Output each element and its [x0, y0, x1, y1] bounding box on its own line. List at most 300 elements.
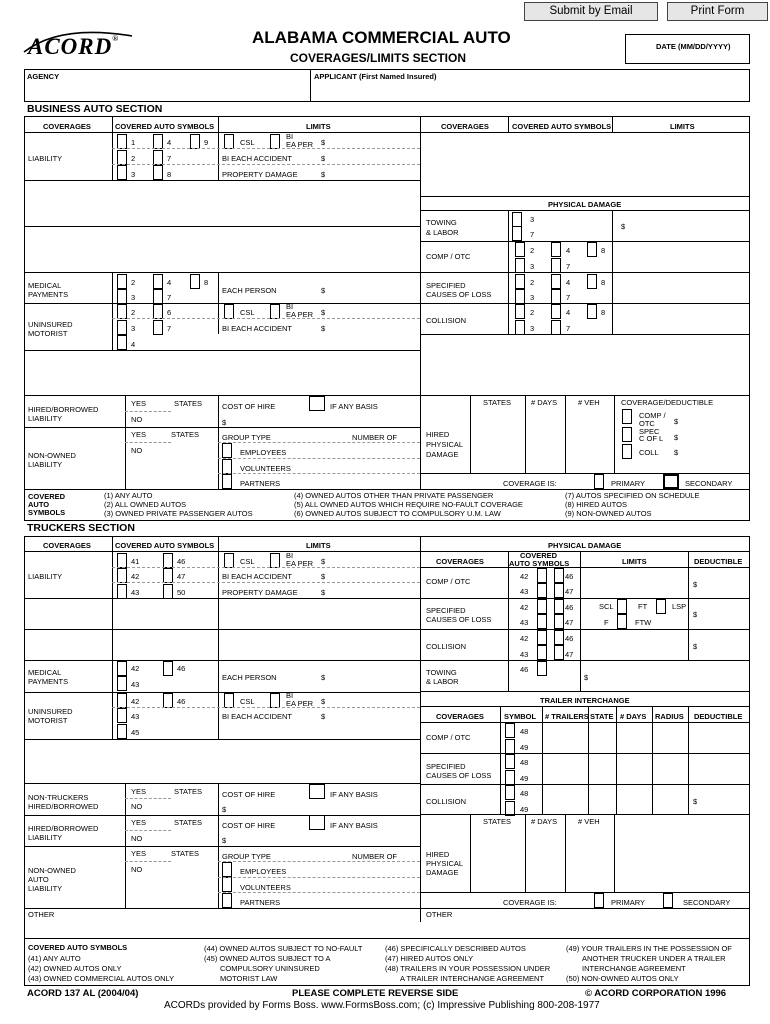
ti-days-header: # DAYS [620, 712, 647, 721]
tr-physical-damage-header: PHYSICAL DAMAGE [548, 541, 622, 550]
checkbox[interactable] [594, 474, 604, 489]
sym: 46 [565, 572, 574, 581]
sym: 7 [566, 293, 571, 302]
sym: 49 [520, 805, 529, 814]
sym: 48 [520, 727, 529, 736]
hired-physical-damage-label: HIRED [426, 850, 450, 859]
days-label: # DAYS [531, 817, 558, 826]
no-label: NO [131, 802, 143, 811]
checkbox[interactable] [163, 661, 173, 676]
checkbox[interactable] [222, 862, 232, 877]
tr-pd-coverages-header: COVERAGES [436, 557, 484, 566]
dollar: $ [321, 138, 326, 147]
sym: 47 [565, 587, 574, 596]
sym: 4 [131, 340, 136, 349]
checkbox[interactable] [505, 754, 515, 769]
ti-trailers-header: # TRAILERS [545, 712, 589, 721]
sym: 49 [520, 774, 529, 783]
checkbox[interactable] [551, 304, 561, 319]
checkbox[interactable] [537, 568, 547, 583]
sym: 8 [601, 246, 606, 255]
checkbox[interactable] [505, 770, 515, 785]
checkbox[interactable] [587, 242, 597, 257]
dollar: $ [321, 588, 326, 597]
symbol-legend: (7) AUTOS SPECIFIED ON SCHEDULE [565, 491, 700, 500]
dollar: $ [321, 697, 326, 706]
other-label: OTHER [28, 910, 55, 919]
symbol-legend: (41) ANY AUTO [28, 954, 81, 963]
specified-label: CAUSES OF LOSS [426, 615, 492, 624]
checkbox[interactable] [515, 258, 525, 273]
collision-label: COLLISION [426, 316, 467, 325]
uninsured-label: MOTORIST [28, 329, 68, 338]
dollar: $ [584, 673, 589, 682]
acord-swoosh [20, 30, 135, 70]
sym: 7 [167, 324, 172, 333]
checkbox[interactable] [117, 150, 127, 165]
checkbox[interactable] [224, 304, 234, 319]
form-title: ALABAMA COMMERCIAL AUTO [252, 28, 511, 47]
non-truckers-label: HIRED/BORROWED [28, 802, 99, 811]
spec-label: C OF L [639, 434, 664, 443]
sym: 2 [530, 278, 535, 287]
submit-by-email-button[interactable]: Submit by Email [524, 2, 658, 21]
checkbox[interactable] [153, 150, 163, 165]
checkbox[interactable] [190, 274, 200, 289]
symbol-legend: (49) YOUR TRAILERS IN THE POSSESSION OF [566, 944, 732, 953]
symbol-legend: (43) OWNED COMMERCIAL AUTOS ONLY [28, 974, 175, 983]
checkbox[interactable] [117, 553, 127, 568]
symbol-legend: MOTORIST LAW [220, 974, 278, 983]
yes-label: YES [131, 849, 147, 858]
tr-limits-header: LIMITS [306, 541, 331, 550]
bi-label: BI [286, 551, 294, 560]
no-label: NO [131, 834, 143, 843]
dollar: $ [693, 642, 698, 651]
dollar: $ [321, 154, 326, 163]
if-any-basis-label: IF ANY BASIS [330, 790, 378, 799]
checkbox[interactable] [222, 443, 232, 458]
checkbox[interactable] [512, 226, 522, 241]
checkbox[interactable] [153, 320, 163, 335]
yes-label: YES [131, 818, 147, 827]
symbol-legend: INTERCHANGE AGREEMENT [582, 964, 686, 973]
checkbox[interactable] [617, 599, 627, 614]
covered-auto-symbols-label: AUTO [28, 500, 50, 509]
dollar: $ [674, 433, 679, 442]
coverage-deductible-label: COVERAGE/DEDUCTIBLE [621, 398, 714, 407]
sym: 50 [177, 588, 186, 597]
sym: 42 [131, 697, 140, 706]
applicant-field[interactable]: APPLICANT (First Named Insured) [314, 72, 437, 81]
states-label: STATES [483, 817, 512, 826]
copyright: © ACORD CORPORATION 1996 [585, 988, 727, 999]
symbol-legend: (5) ALL OWNED AUTOS WHICH REQUIRE NO-FAULT COVERAGE [294, 500, 523, 509]
checkbox[interactable] [163, 553, 173, 568]
truckers-title: TRUCKERS SECTION [27, 522, 135, 534]
non-owned-label: AUTO [28, 875, 49, 884]
group-type-label: GROUP TYPE [222, 852, 271, 861]
sym: 2 [131, 154, 136, 163]
checkbox[interactable] [224, 134, 234, 149]
non-owned-label: LIABILITY [28, 884, 63, 893]
csl-label: CSL [240, 697, 255, 706]
sym: 42 [131, 664, 140, 673]
checkbox[interactable] [537, 661, 547, 676]
checkbox[interactable] [163, 584, 173, 599]
checkbox[interactable] [117, 274, 127, 289]
sym: 43 [131, 712, 140, 721]
checkbox[interactable] [515, 242, 525, 257]
checkbox[interactable] [224, 693, 234, 708]
non-truckers-label: NON-TRUCKERS [28, 793, 89, 802]
non-owned-label: NON-OWNED [28, 866, 76, 875]
sym: 2 [530, 308, 535, 317]
checkbox[interactable] [222, 474, 232, 489]
dollar: $ [321, 286, 326, 295]
symbol-legend: (46) SPECIFICALLY DESCRIBED AUTOS [385, 944, 526, 953]
sym: 41 [131, 557, 140, 566]
sym: 8 [601, 308, 606, 317]
date-label: DATE (MM/DD/YYYY) [656, 42, 731, 51]
specified-label: CAUSES OF LOSS [426, 290, 492, 299]
ba-coverages-header: COVERAGES [43, 122, 91, 131]
checkbox[interactable] [270, 553, 280, 568]
cost-of-hire-label: COST OF HIRE [222, 402, 276, 411]
checkbox[interactable] [117, 165, 127, 180]
medical-label: PAYMENTS [28, 677, 69, 686]
sym: 46 [520, 665, 529, 674]
checkbox[interactable] [505, 739, 515, 754]
checkbox[interactable] [622, 427, 632, 442]
provided-by: ACORDs provided by Forms Boss. www.FormsBoss.com; (c) Impressive Publishing 800-208-1977 [164, 1000, 600, 1011]
symbol-legend: (2) ALL OWNED AUTOS [104, 500, 187, 509]
checkbox[interactable] [663, 893, 673, 908]
form-subtitle: COVERAGES/LIMITS SECTION [290, 51, 467, 65]
checkbox[interactable] [587, 304, 597, 319]
no-label: NO [131, 446, 143, 455]
sym: 46 [177, 557, 186, 566]
ba-liability-label: LIABILITY [28, 154, 63, 163]
checkbox[interactable] [153, 274, 163, 289]
sym: 4 [167, 138, 172, 147]
ea-per-label: EA PER [286, 699, 314, 708]
specified-label: SPECIFIED [426, 606, 466, 615]
volunteers-label: VOLUNTEERS [240, 464, 291, 473]
dollar: $ [222, 836, 227, 845]
sym: 43 [520, 587, 529, 596]
checkbox[interactable] [117, 724, 127, 739]
partners-label: PARTNERS [240, 479, 281, 488]
sym: 47 [565, 618, 574, 627]
trailer-interchange-header: TRAILER INTERCHANGE [540, 696, 630, 705]
sym: 7 [566, 324, 571, 333]
sym: 4 [167, 278, 172, 287]
sym: 7 [167, 293, 172, 302]
sym: 1 [131, 138, 136, 147]
ti-state-header: STATE [590, 712, 614, 721]
checkbox[interactable] [515, 289, 525, 304]
hired-physical-damage-label: PHYSICAL [426, 440, 464, 449]
form-id: ACORD 137 AL (2004/04) [27, 988, 139, 999]
checkbox[interactable] [117, 335, 127, 350]
symbol-legend: (44) OWNED AUTOS SUBJECT TO NO-FAULT [204, 944, 363, 953]
checkbox[interactable] [515, 304, 525, 319]
checkbox[interactable] [153, 134, 163, 149]
checkbox[interactable] [554, 614, 564, 629]
checkbox[interactable] [551, 242, 561, 257]
partners-label: PARTNERS [240, 898, 281, 907]
checkbox[interactable] [554, 599, 564, 614]
sym: 2 [530, 246, 535, 255]
checkbox[interactable] [117, 568, 127, 583]
cost-of-hire-label: COST OF HIRE [222, 821, 276, 830]
checkbox[interactable] [117, 676, 127, 691]
symbol-legend: (1) ANY AUTO [104, 491, 153, 500]
ea-per-label: EA PER [286, 559, 314, 568]
checkbox[interactable] [505, 723, 515, 738]
primary-label: PRIMARY [611, 898, 646, 907]
checkbox[interactable] [537, 583, 547, 598]
ea-per-label: EA PER [286, 140, 314, 149]
sym: 7 [566, 262, 571, 271]
sym: 8 [204, 278, 209, 287]
bi-each-accident: BI EACH ACCIDENT [222, 154, 293, 163]
ftw-label: FTW [635, 618, 652, 627]
reverse-side-note: PLEASE COMPLETE REVERSE SIDE [292, 988, 459, 999]
collision-label: COLLISION [426, 797, 467, 806]
checkbox[interactable] [117, 289, 127, 304]
ea-per-label: EA PER [286, 310, 314, 319]
sym: 42 [520, 572, 529, 581]
lsp-label: LSP [672, 602, 687, 611]
towing-label: TOWING [426, 218, 457, 227]
checkbox[interactable] [656, 599, 666, 614]
towing-label: & LABOR [426, 677, 459, 686]
comp-otc-label: COMP / OTC [426, 252, 471, 261]
csl-label: CSL [240, 557, 255, 566]
symbol-legend: (45) OWNED AUTOS SUBJECT TO A [204, 954, 331, 963]
specified-label: SPECIFIED [426, 281, 466, 290]
sym: 7 [530, 230, 535, 239]
checkbox[interactable] [117, 693, 127, 708]
towing-label: TOWING [426, 668, 457, 677]
sym: 46 [177, 697, 186, 706]
checkbox[interactable] [117, 661, 127, 676]
checkbox[interactable] [512, 212, 522, 227]
checkbox[interactable] [270, 134, 280, 149]
checkbox[interactable] [505, 785, 515, 800]
checkbox[interactable] [190, 134, 200, 149]
ti-coverages-header: COVERAGES [436, 712, 484, 721]
hired-borrowed-label: LIABILITY [28, 833, 63, 842]
states-label: STATES [171, 430, 200, 439]
checkbox[interactable] [622, 409, 632, 424]
non-owned-label: NON-OWNED [28, 451, 76, 460]
ba-symbols-header: COVERED AUTO SYMBOLS [115, 122, 215, 131]
if-any-basis-label: IF ANY BASIS [330, 402, 378, 411]
dollar: $ [222, 805, 227, 814]
checkbox[interactable] [117, 304, 127, 319]
checkbox[interactable] [163, 693, 173, 708]
each-person-label: EACH PERSON [222, 286, 277, 295]
states-label: STATES [171, 849, 200, 858]
sym: 3 [530, 324, 535, 333]
checkbox[interactable] [117, 584, 127, 599]
tr-pd-symbols-header: AUTO SYMBOLS [509, 559, 570, 568]
dollar: $ [321, 557, 326, 566]
sym: 6 [167, 308, 172, 317]
checkbox[interactable] [587, 274, 597, 289]
sym: 8 [601, 278, 606, 287]
symbol-legend: (42) OWNED AUTOS ONLY [28, 964, 122, 973]
checkbox[interactable] [663, 474, 679, 489]
ba-physical-damage-header: PHYSICAL DAMAGE [548, 200, 622, 209]
sym: 42 [520, 634, 529, 643]
dollar: $ [321, 572, 326, 581]
property-damage: PROPERTY DAMAGE [222, 588, 298, 597]
sym: 43 [131, 680, 140, 689]
bi-each-accident: BI EACH ACCIDENT [222, 324, 293, 333]
checkbox[interactable] [222, 893, 232, 908]
sym: 3 [131, 170, 136, 179]
comp-label: COMP / [639, 411, 666, 420]
hired-physical-damage-label: HIRED [426, 430, 450, 439]
symbol-legend: (8) HIRED AUTOS [565, 500, 627, 509]
checkbox[interactable] [551, 289, 561, 304]
tr-pd-deductible-header: DEDUCTIBLE [694, 557, 743, 566]
states-label: STATES [483, 398, 512, 407]
dollar: $ [693, 797, 698, 806]
hired-borrowed-label: HIRED/BORROWED [28, 405, 99, 414]
bi-each-accident: BI EACH ACCIDENT [222, 712, 293, 721]
no-label: NO [131, 415, 143, 424]
medical-label: MEDICAL [28, 668, 62, 677]
if-any-basis-label: IF ANY BASIS [330, 821, 378, 830]
bi-label: BI [286, 302, 294, 311]
dollar: $ [321, 712, 326, 721]
checkbox[interactable] [270, 693, 280, 708]
checkbox[interactable] [117, 134, 127, 149]
sym: 4 [566, 308, 571, 317]
sym: 3 [131, 293, 136, 302]
spec-label: SPEC [639, 427, 660, 436]
checkbox[interactable] [554, 583, 564, 598]
checkbox[interactable] [153, 289, 163, 304]
checkbox[interactable] [537, 630, 547, 645]
dollar: $ [693, 580, 698, 589]
sym: 48 [520, 758, 529, 767]
ba-limits-header: LIMITS [306, 122, 331, 131]
medical-label: PAYMENTS [28, 290, 69, 299]
states-label: STATES [174, 818, 203, 827]
checkbox[interactable] [222, 459, 232, 474]
checkbox[interactable] [222, 877, 232, 892]
tr-pd-limits-header: LIMITS [622, 557, 647, 566]
volunteers-label: VOLUNTEERS [240, 883, 291, 892]
checkbox[interactable] [515, 274, 525, 289]
sym: 43 [131, 588, 140, 597]
sym: 3 [530, 293, 535, 302]
checkbox[interactable] [153, 165, 163, 180]
checkbox[interactable] [551, 274, 561, 289]
sym: 2 [131, 278, 136, 287]
checkbox[interactable] [622, 444, 632, 459]
checkbox[interactable] [153, 304, 163, 319]
employees-label: EMPLOYEES [240, 867, 287, 876]
dollar: $ [674, 448, 679, 457]
checkbox[interactable] [594, 893, 604, 908]
days-label: # DAYS [531, 398, 558, 407]
checkbox[interactable] [554, 645, 564, 660]
checkbox[interactable] [163, 568, 173, 583]
other-label: OTHER [426, 910, 453, 919]
symbol-legend: (3) OWNED PRIVATE PASSENGER AUTOS [104, 509, 253, 518]
checkbox[interactable] [554, 630, 564, 645]
checkbox[interactable] [551, 320, 561, 335]
primary-label: PRIMARY [611, 479, 646, 488]
checkbox[interactable] [270, 304, 280, 319]
checkbox[interactable] [617, 614, 627, 629]
checkbox[interactable] [309, 396, 325, 411]
dollar: $ [693, 610, 698, 619]
print-form-button[interactable]: Print Form [667, 2, 768, 21]
hired-borrowed-label: HIRED/BORROWED [28, 824, 99, 833]
uninsured-label: UNINSURED [28, 707, 73, 716]
covered-auto-symbols-label: SYMBOLS [28, 508, 66, 517]
symbol-legend: (50) NON-OWNED AUTOS ONLY [566, 974, 679, 983]
states-label: STATES [174, 787, 203, 796]
checkbox[interactable] [224, 553, 234, 568]
coverage-is-label: COVERAGE IS: [503, 898, 557, 907]
ba-symbols-header-right: COVERED AUTO SYMBOLS [512, 122, 612, 131]
ti-radius-header: RADIUS [655, 712, 684, 721]
dollar: $ [674, 417, 679, 426]
towing-label: & LABOR [426, 228, 459, 237]
checkbox[interactable] [117, 708, 127, 723]
checkbox[interactable] [537, 614, 547, 629]
collision-label: COLLISION [426, 642, 467, 651]
no-label: NO [131, 865, 143, 874]
checkbox[interactable] [551, 258, 561, 273]
sym: 46 [565, 634, 574, 643]
agency-field[interactable]: AGENCY [27, 72, 60, 81]
sym: 4 [566, 278, 571, 287]
scl-label: SCL [599, 602, 614, 611]
specified-label: CAUSES OF LOSS [426, 771, 492, 780]
dollar: $ [222, 418, 227, 427]
sym: 42 [520, 603, 529, 612]
sym: 7 [167, 154, 172, 163]
checkbox[interactable] [515, 320, 525, 335]
hired-physical-damage-label: DAMAGE [426, 868, 459, 877]
dollar: $ [321, 673, 326, 682]
employees-label: EMPLOYEES [240, 448, 287, 457]
checkbox[interactable] [537, 599, 547, 614]
tr-pd-symbols-header: COVERED [520, 551, 558, 560]
checkbox[interactable] [117, 320, 127, 335]
tr-covered-auto-symbols-title: COVERED AUTO SYMBOLS [28, 943, 128, 952]
otc-label: OTC [639, 419, 655, 428]
veh-label: # VEH [578, 817, 600, 826]
bi-label: BI [286, 691, 294, 700]
checkbox[interactable] [309, 784, 325, 799]
checkbox[interactable] [537, 645, 547, 660]
symbol-legend: (9) NON-OWNED AUTOS [565, 509, 652, 518]
checkbox[interactable] [554, 568, 564, 583]
sym: 43 [520, 618, 529, 627]
checkbox[interactable] [309, 815, 325, 830]
